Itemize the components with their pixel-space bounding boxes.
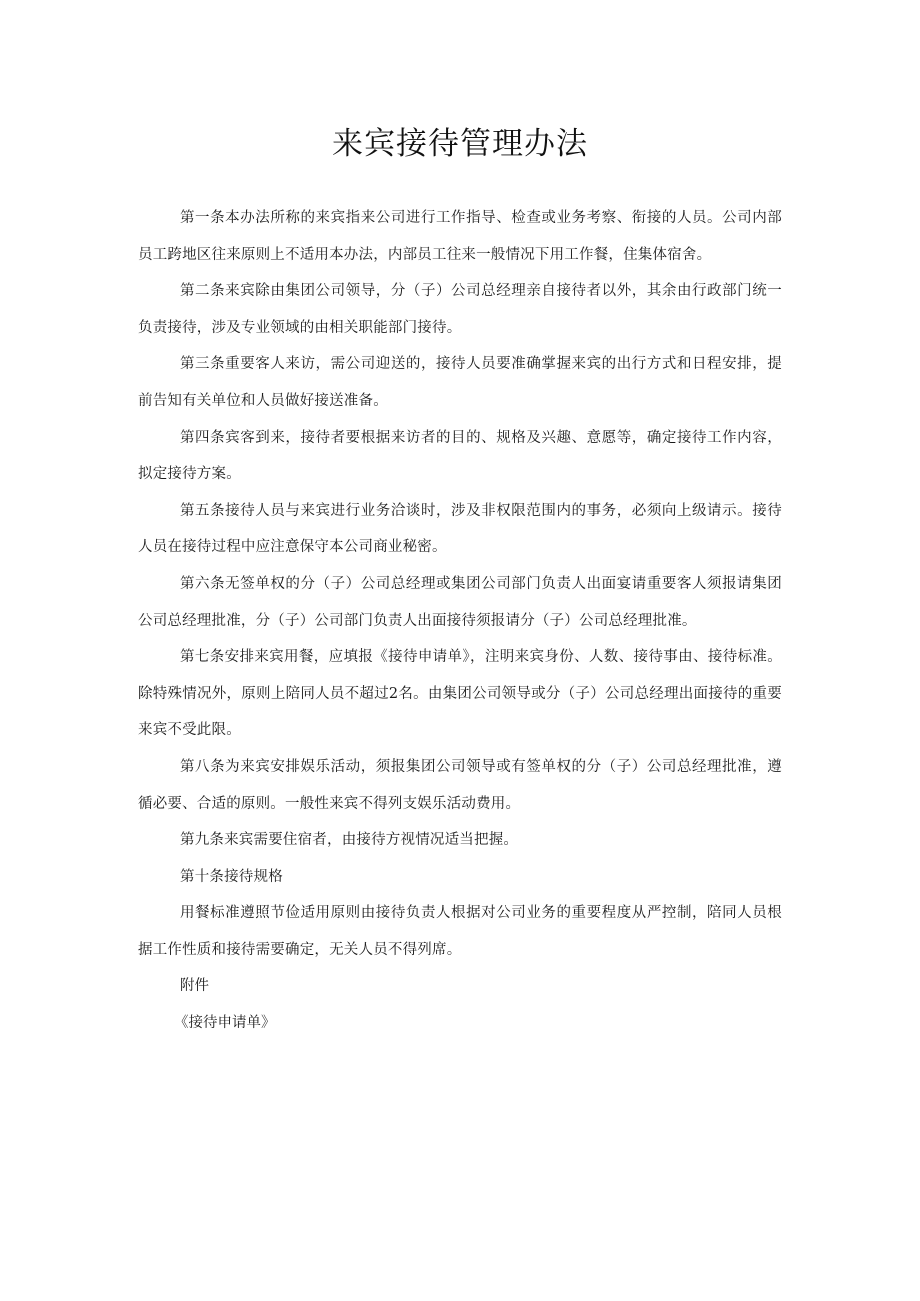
document-body [138, 200, 782, 1042]
article-5: 第五条接待人员与来宾进行业务洽谈时，涉及非权限范围内的事务，必须向上级请示。接待人员在接待过程中应注意保守本公司商业秘密。 [138, 502, 782, 556]
article-1: 第一条本办法所称的来宾指来公司进行工作指导、检查或业务考察、衔接的人员。公司内部员工跨地区往来原则上不适用本办法，内部员工往来一般情况下用工作餐，住集体宿舍。 [138, 210, 782, 263]
article-4: 第四条宾客到来，接待者要根据来访者的目的、规格及兴趣、意愿等，确定接待工作内容，拟定接待方案。 [138, 429, 782, 483]
annex-item: 《接待申请单》 [174, 1015, 276, 1032]
article-8: 第八条为来宾安排娱乐活动，须报集团公司领导或有签单权的分（子）公司总经理批准，遵循必要、合适的原则。一般性来宾不得列支娱乐活动费用。 [138, 758, 782, 812]
article-7: 第七条安排来宾用餐，应填报《接待申请单》，注明来宾身份、人数、接待事由、接待标准。除特殊情况外，原则上陪同人员不超过2名。由集团公司领导或分（子）公司总经理出面接待的重要来宾不受此限。 [138, 649, 782, 739]
annex-label: 附件 [180, 978, 209, 995]
article-10-body: 用餐标准遵照节俭适用原则由接待负责人根据对公司业务的重要程度从严控制，陪同人员根据工作性质和接待需要确定，无关人员不得列席。 [138, 905, 782, 958]
article-6: 第六条无签单权的分（子）公司总经理或集团公司部门负责人出面宴请重要客人须报请集团公司总经理批准，分（子）公司部门负责人出面接待须报请分（子）公司总经理批准。 [138, 575, 782, 629]
article-3: 第三条重要客人来访，需公司迎送的，接待人员要准确掌握来宾的出行方式和日程安排，提前告知有关单位和人员做好接送准备。 [138, 356, 782, 409]
article-10-heading: 第十条接待规格 [180, 868, 283, 885]
document-title: 来宾接待管理办法 [332, 126, 588, 162]
article-2: 第二条来宾除由集团公司领导，分（子）公司总经理亲自接待者以外，其余由行政部门统一负责接待，涉及专业领域的由相关职能部门接待。 [138, 283, 782, 336]
article-9: 第九条来宾需要住宿者，由接待方视情况适当把握。 [180, 832, 519, 849]
